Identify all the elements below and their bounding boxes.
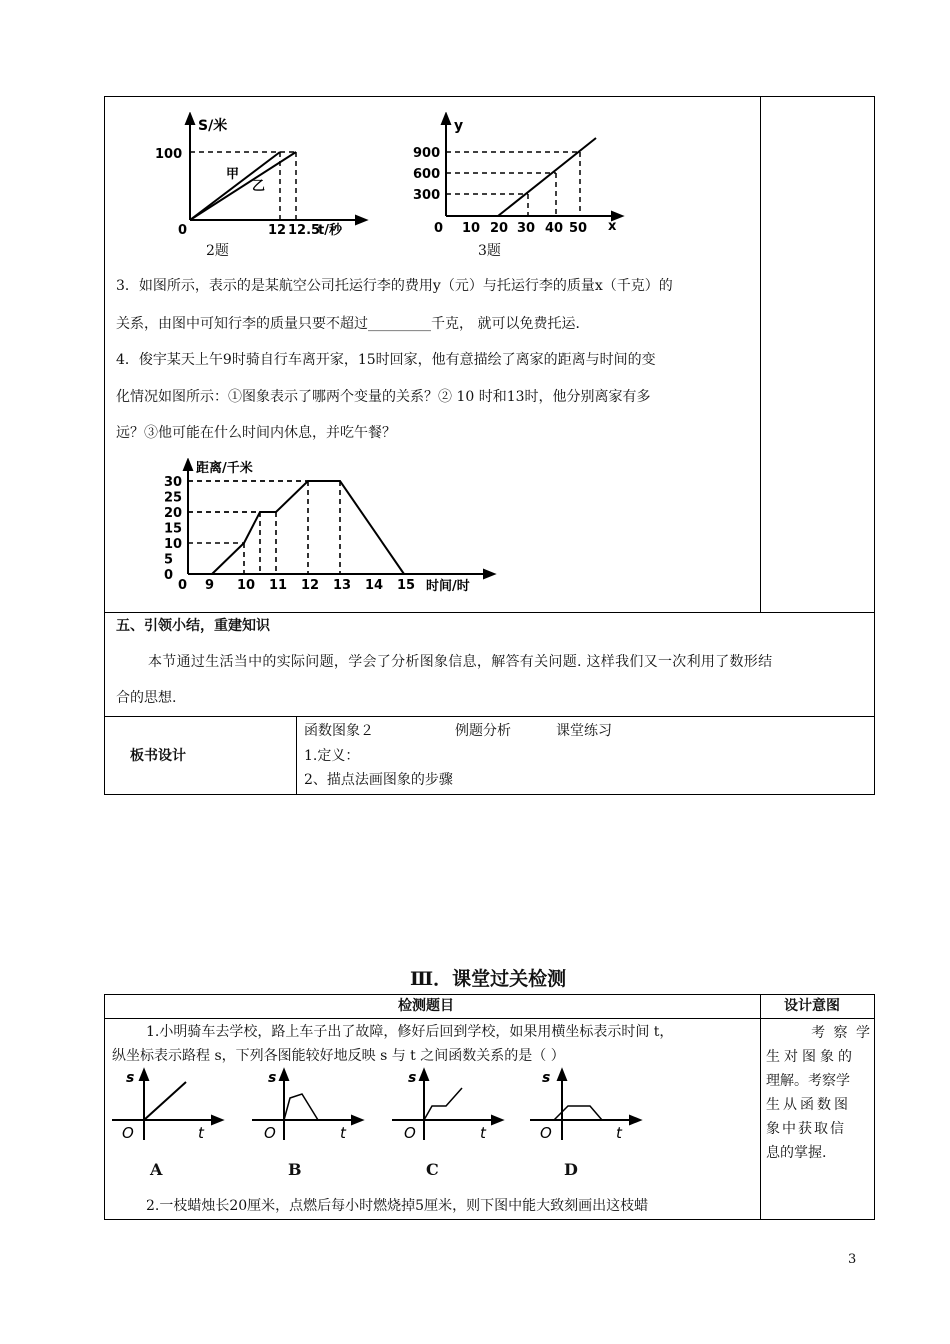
y-tick-label: 0: [164, 568, 174, 583]
y-tick-label: 30: [164, 475, 183, 490]
option-label-d: D: [564, 1160, 578, 1179]
y-tick-label: 5: [164, 552, 174, 568]
x-tick-label: 11: [269, 578, 288, 593]
q4-line-3: 远？③他可能在什么时间内休息，并吃午餐？: [116, 425, 396, 441]
option-graph-c: [392, 1066, 512, 1146]
intent-line-4: 生从函数图: [766, 1097, 851, 1113]
test-table-col-divider: [760, 994, 761, 1220]
x-tick-label: 0: [178, 578, 188, 593]
board-line-1b: 例题分析: [455, 723, 511, 739]
option-a-t-label: t: [198, 1124, 204, 1142]
intent-line-3: 理解。考察学: [766, 1073, 850, 1089]
y-tick-label: 25: [164, 490, 183, 506]
graph-2-x-axis-label: t/秒: [318, 223, 342, 238]
y-tick-label: 20: [164, 506, 183, 521]
option-label-a: A: [150, 1160, 163, 1179]
graph-2-caption: 2题: [206, 243, 229, 259]
upper-table-row-divider-1: [104, 612, 875, 613]
graph-3-x-tick-0: 0: [434, 221, 444, 236]
distance-time-chart: [160, 458, 500, 594]
x-tick-label: 10: [237, 578, 256, 593]
option-graph-a: [112, 1066, 232, 1146]
page-number: 3: [848, 1252, 857, 1267]
distance-chart-x-label: 时间/时: [426, 579, 470, 594]
board-line-3: 2、描点法画图象的步骤: [304, 772, 453, 788]
q4-line-1: 4．俊宇某天上午9时骑自行车离开家，15时回家，他有意描绘了离家的距离与时间的变: [116, 352, 656, 368]
option-b-s-label: s: [268, 1070, 277, 1086]
option-b-origin: O: [264, 1124, 276, 1142]
board-col-divider: [296, 716, 297, 795]
x-tick-label: 12: [301, 578, 320, 593]
test-col-header-intent: 设计意图: [784, 998, 840, 1014]
graph-2-y-tick: 100: [155, 147, 183, 162]
section-3-title: Ⅲ．课堂过关检测: [410, 968, 567, 990]
graph-3-x-tick-10: 10: [462, 221, 481, 236]
x-tick-label: 13: [333, 578, 352, 593]
graph-2-x-tick-12-5: 12.5: [288, 223, 321, 238]
option-a-s-label: s: [126, 1070, 135, 1086]
q3-line-2: 关系，由图中可知行李的质量只要不超过_________千克， 就可以免费托运．: [116, 316, 590, 332]
option-graph-d: [530, 1066, 650, 1146]
q4-line-2: 化情况如图所示：①图象表示了哪两个变量的关系？② 10 时和13时，他分别离家有多: [116, 389, 651, 405]
graph-3-y-tick-300: 300: [413, 188, 441, 203]
graph-3-x-axis-label: x: [608, 219, 617, 234]
option-d-s-label: s: [542, 1070, 551, 1086]
option-b-t-label: t: [340, 1124, 346, 1142]
graph-3-caption: 3题: [478, 243, 501, 259]
board-design-label: 板书设计: [130, 748, 186, 764]
summary-heading: 五、引领小结，重建知识: [116, 618, 270, 634]
distance-chart-y-label: 距离/千米: [196, 461, 253, 476]
q3-line-1: 3．如图所示，表示的是某航空公司托运行李的费用y（元）与托运行李的质量x（千克）的: [116, 278, 673, 294]
graph-3-x-tick-40: 40: [545, 221, 564, 236]
summary-line-2: 合的思想.: [116, 690, 177, 706]
option-label-c: C: [426, 1160, 439, 1179]
test-q2-line-1: 2.一枝蜡烛长20厘米，点燃后每小时燃烧掉5厘米，则下图中能大致刻画出这枝蜡: [146, 1198, 649, 1214]
upper-table-row-divider-2: [104, 716, 875, 717]
board-line-1a: 函数图象２: [304, 723, 374, 739]
graph-3-y-tick-900: 900: [413, 146, 441, 161]
x-tick-label: 9: [205, 578, 215, 593]
option-d-origin: O: [540, 1124, 552, 1142]
y-tick-label: 10: [164, 537, 183, 552]
graph-2-figure: [150, 112, 370, 238]
board-line-1c: 课堂练习: [556, 723, 612, 739]
upper-table-col-divider: [760, 96, 761, 612]
test-col-header-questions: 检测题目: [398, 998, 454, 1014]
graph-2-line-label-a: 甲: [226, 167, 240, 182]
summary-line-1: 本节通过生活当中的实际问题，学会了分析图象信息，解答有关问题. 这样我们又一次利用了数形结: [148, 654, 773, 670]
y-tick-label: 15: [164, 521, 183, 537]
intent-line-6: 息的掌握.: [766, 1145, 827, 1161]
graph-2-x-tick-12: 12: [268, 223, 287, 238]
graph-3-figure: [410, 112, 630, 238]
graph-3-x-tick-20: 20: [490, 221, 509, 236]
option-graph-b: [252, 1066, 372, 1146]
test-q1-line-2: 纵坐标表示路程 s，下列各图能较好地反映 s 与 t 之间函数关系的是（ ）: [112, 1048, 565, 1064]
x-tick-label: 14: [365, 578, 384, 593]
graph-3-y-label: y: [454, 118, 464, 134]
intent-line-5: 象中获取信: [766, 1121, 846, 1137]
option-d-t-label: t: [616, 1124, 622, 1142]
graph-2-x-tick-0: 0: [178, 223, 188, 238]
graph-3-y-tick-600: 600: [413, 167, 441, 182]
graph-3-x-tick-30: 30: [517, 221, 536, 236]
graph-2-y-label: S/米: [198, 118, 228, 134]
test-q1-line-1: 1.小明骑车去学校，路上车子出了故障，修好后回到学校，如果用横坐标表示时间 t，: [146, 1024, 674, 1040]
option-c-origin: O: [404, 1124, 416, 1142]
x-tick-label: 15: [397, 578, 416, 593]
board-line-2: 1.定义：: [304, 748, 360, 764]
option-c-t-label: t: [480, 1124, 486, 1142]
intent-line-1: 考 察 学: [811, 1025, 872, 1041]
graph-3-x-tick-50: 50: [569, 221, 588, 236]
option-a-origin: O: [122, 1124, 134, 1142]
intent-line-2: 生对图象的: [766, 1049, 856, 1065]
option-c-s-label: s: [408, 1070, 417, 1086]
graph-2-line-label-b: 乙: [252, 179, 266, 194]
option-label-b: B: [288, 1160, 302, 1179]
